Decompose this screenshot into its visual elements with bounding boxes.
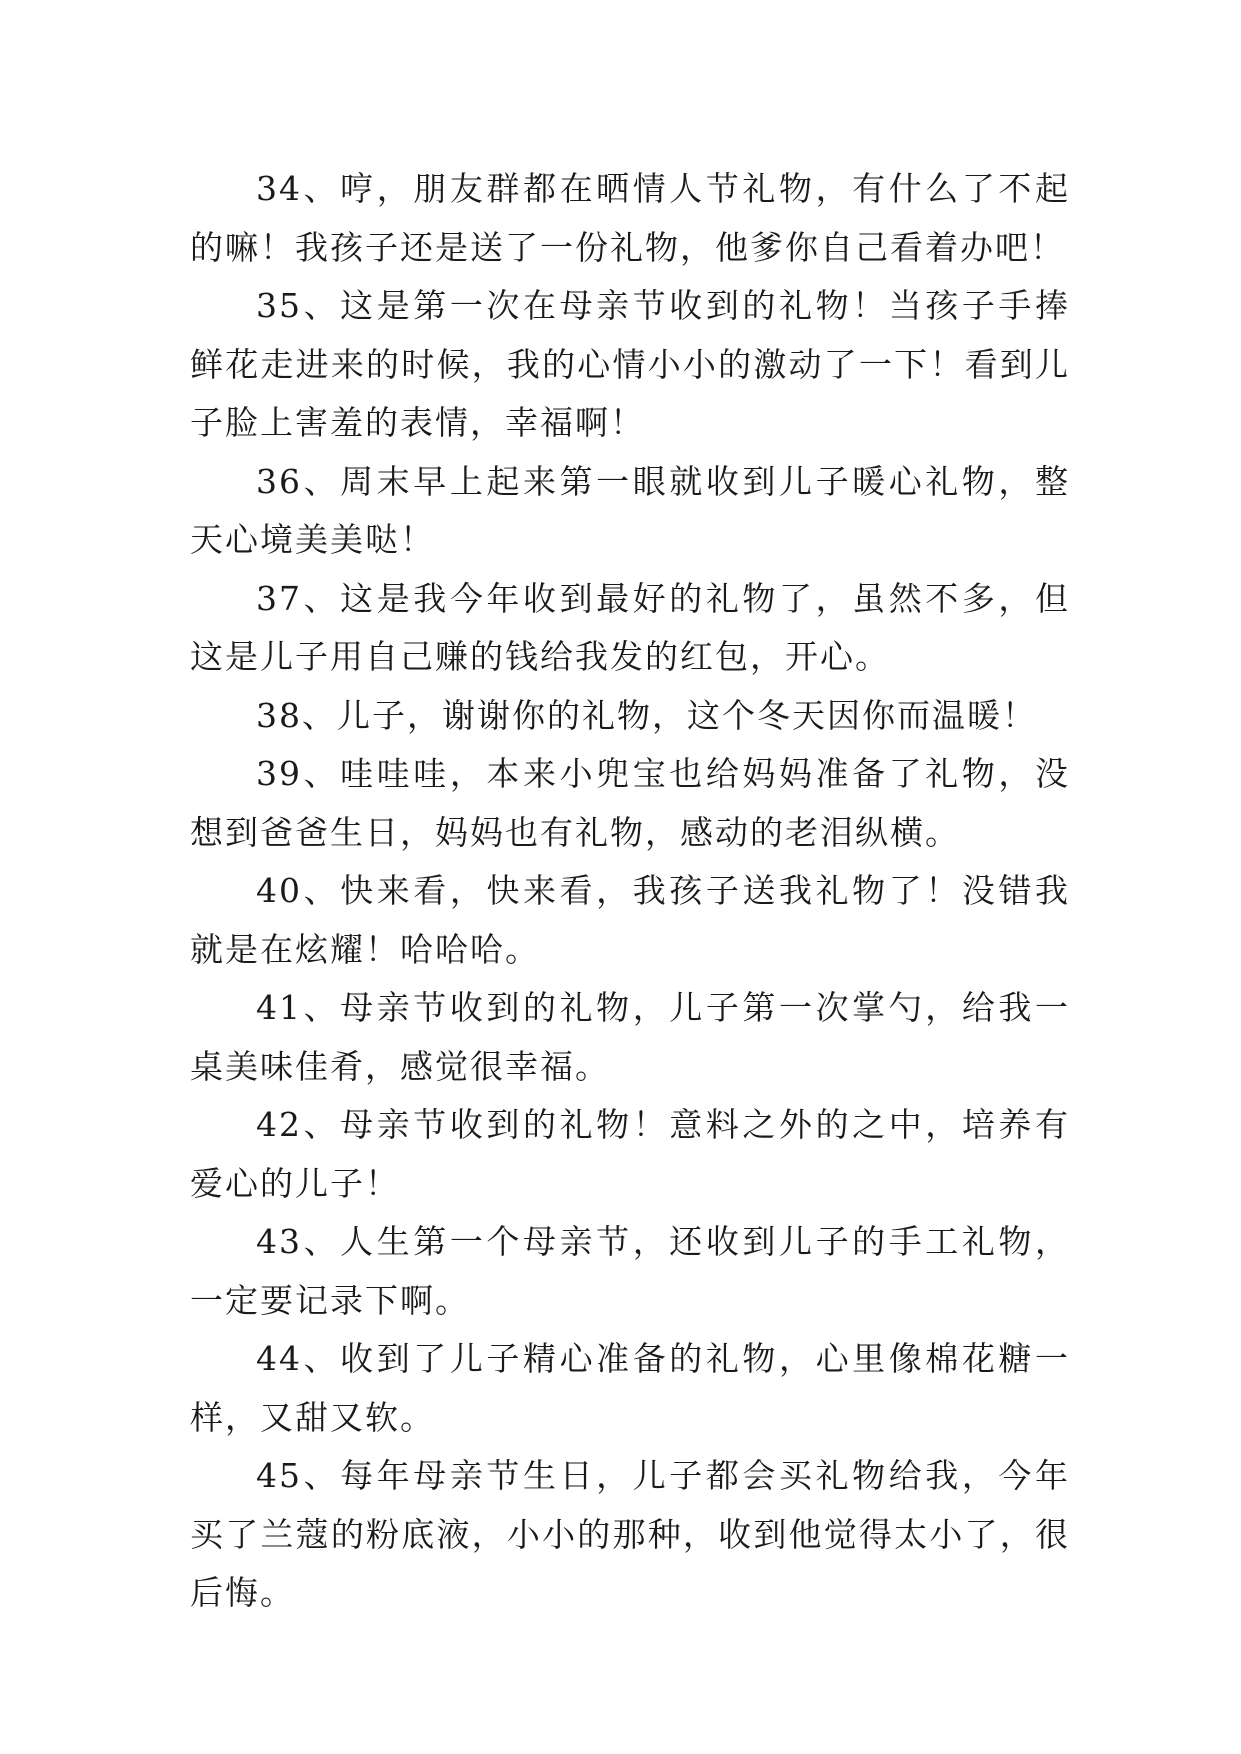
paragraph-42: 42、母亲节收到的礼物！意料之外的之中，培养有爱心的儿子！ <box>190 1105 1070 1203</box>
paragraph-35: 35、这是第一次在母亲节收到的礼物！当孩子手捧鲜花走进来的时候，我的心情小小的激动了一下！看到儿子脸上害羞的表情，幸福啊！ <box>190 286 1070 442</box>
document-body <box>190 160 1070 1623</box>
paragraph-37: 37、这是我今年收到最好的礼物了，虽然不多，但这是儿子用自己赚的钱给我发的红包，开心。 <box>190 578 1070 676</box>
paragraph-43: 43、人生第一个母亲节，还收到儿子的手工礼物，一定要记录下啊。 <box>190 1222 1070 1320</box>
paragraph-36: 36、周末早上起来第一眼就收到儿子暖心礼物，整天心境美美哒！ <box>190 461 1070 559</box>
paragraph-41: 41、母亲节收到的礼物，儿子第一次掌勺，给我一桌美味佳肴，感觉很幸福。 <box>190 988 1070 1086</box>
paragraph-45: 45、每年母亲节生日，儿子都会买礼物给我，今年买了兰蔻的粉底液，小小的那种，收到他觉得太小了，很后悔。 <box>190 1456 1070 1612</box>
paragraph-38: 38、儿子，谢谢你的礼物，这个冬天因你而温暖！ <box>256 695 1037 735</box>
paragraph-40: 40、快来看，快来看，我孩子送我礼物了！没错我就是在炫耀！哈哈哈。 <box>190 871 1070 969</box>
paragraph-34: 34、哼，朋友群都在晒情人节礼物，有什么了不起的嘛！我孩子还是送了一份礼物，他爹你自己看着办吧！ <box>190 169 1070 267</box>
paragraph-44: 44、收到了儿子精心准备的礼物，心里像棉花糖一样，又甜又软。 <box>190 1339 1070 1437</box>
paragraph-39: 39、哇哇哇，本来小兜宝也给妈妈准备了礼物，没想到爸爸生日，妈妈也有礼物，感动的老泪纵横。 <box>190 754 1070 852</box>
